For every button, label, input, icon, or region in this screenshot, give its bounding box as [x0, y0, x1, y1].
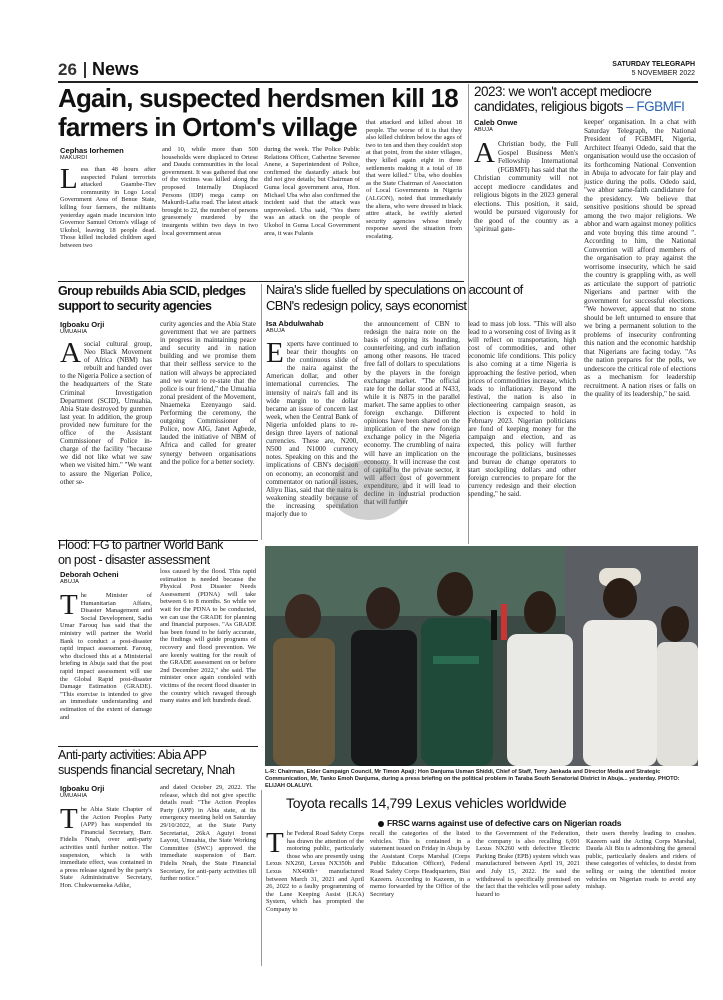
lexus-col-3: to the Government of the Federation, the company is also recalling 6,091 Lexus NX260 with defective Electric Parking Brake (EPB) system which was manufactured between April 19, 2021 and July 15, 2022. He said the withdrawal is specifically premised on the fact that the vehicles will pose safety hazard to [476, 830, 580, 898]
naira-col-1: Experts have continued to bear their thoughts on the continuous slide of the naira against the American dollar, and other international currencies. The intensity of naira's fall and its wide margin to the dollar became an issue of concern last week, when the Central Bank of Nigeria unfolded plans to re-design three layers of national currencies. These are, N200, N500 and N1000 currency notes. Speaking on this and the implications of CBN's decision on economy, an economist and commentator on national issues, Aliyu Ilias, said that the naira is weakening steadily because of the increasing speculation majorly due to [266, 340, 358, 518]
flood-col-2: loss caused by the flood. This rapid estimation is needed because the Physical Post Disaster Needs Assessment (PDNA) will take between 6 to 8 months. So while we wait for the PDNA to be conducted, we can use the GRADE for planning and financial purposes. "As GRADE has been found to be fairly accurate, the findings will guide programs of recovery and flood prevention. We are keenly waiting for the result of the GRADE assessment on or before 2nd December 2022," she said. The minister once again condoled with victims of the recent flood disaster in the country which ravaged through many states and left hundreds dead. [160, 568, 256, 705]
author-location: UMUAHIA [60, 793, 88, 799]
headline-abia-scid: Group rebuilds Abia SCID, pledges support to security agencies [58, 284, 246, 313]
byline-abia-scid [60, 320, 104, 336]
news-photo [265, 546, 698, 766]
ortom-col-3: during the week. The Police Public Relations Officer, Catherine Sevenee Anene, a Superintendent of Police, confirmed the dastardly attack but did not give details; but Chairman of Guma local government area, Hon. Michael Uba who also confirmed the incident said that the attack was unprovoked. Uba said, "Yes there was an attack on the people of Ukohol in Guma Local Government area, it was Fulanis [264, 146, 360, 237]
dropcap: T [60, 592, 78, 621]
lexus-col-1: The Federal Road Safety Corps has drawn the attention of the motoring public, particularly those who are presently using Lexus NX260, Lexus NX350h and Lexus NX400h+ manufactured between March 31, 2021 and April 26, 2022 to a faulty programming of the Lane Keeping Assist (LKA) System, which has prompted the Company to [266, 830, 364, 913]
author-location: ABUJA [474, 127, 494, 133]
header-divider [84, 62, 86, 78]
lexus-col-2: recall the categories of the listed vehicles. This is contained in a statement issued on Friday in Abuja by the Assistant Corps Marshal (Corps Public Education Officer), Federal Road Safety Corps Headquarters, Bisi Kazeem. According to Kazeem, in a memo forwarded by the Office of the Secretary [370, 830, 470, 898]
abia-scid-col-1: Asocial cultural group, Neo Black Movement of Africa (NBM) has rebuilt and handed over to the Nigeria Police a section of the headquarters of the State Criminal Investigation Department (SCID), Umuahia, Abia State destroyed by gunmen last year. In addition, the group provided new furniture for the office of the Assistant Commissioner of Police in-charge of the facility "because we did not like what we saw when we visited him." "We want to assure the Nigerian Police, other se- [60, 340, 152, 486]
naira-col-3: lead to mass job loss. "This will also lead to a worsening cost of living as it will reflect on transportation, high cost of commodities, and other economic life conditions. This policy is also coming at a time Nigeria is approaching the festive period, when prices of commodities increase, which leads to inflationary. Beyond the festival, the nation is also in electioneering campaign season, as election is expected to hold in February 2023. Nigerian politicians are fond of keeping money for the campaign and election, and as expected, this policy will further encourage the politicians, businesses and bureau de change operators to start stockpiling dollars and other foreign currencies to prepare for the currency redesign and their election spending," he said. [468, 320, 576, 498]
watermark-logo [330, 460, 408, 520]
photo-caption: L-R: Chairman, Elder Campaign Council, Mr Timon Apaji; Hon Danjuma Usman Shiddi, Chief of Staff, Terry Jankada and Director Media and Strategic Communication, Mr, Tanko Emoh Danjuma, during a press briefing on the political problem in Taraba South Senatorial District in Abuja... yesterday. PHOTO: ELIJAH OLALUYI. [265, 769, 680, 790]
paper-name: SATURDAY TELEGRAPH [612, 61, 695, 68]
author-name: Igboaku Orji [60, 320, 105, 329]
app-suspend-col-1: The Abia State Chapter of the Action Peoples Party (APP) has suspended its Financial Secretary, Barr. Fidelis Nnah, over anti-party activities until further notice. The suspension, which is with immediate effect, was contained in a press release signed by the party's State Administrative Secretary, Hon. Chukwuemeka Adike, [60, 806, 152, 889]
dropcap: E [266, 340, 284, 369]
author-name: Isa Abdulwahab [266, 319, 324, 328]
dropcap: A [60, 340, 81, 369]
headline-flood: Flood: FG to partner World Bank on post - disaster assessment [58, 538, 223, 567]
headline-naira: Naira's slide fuelled by speculations on account of CBN's redesign policy, says economist [266, 282, 523, 313]
flood-col-1: The Minister of Humanitarian Affairs, Disaster Management and Social Development, Sadia Umar Farouq has said that the ministry will partner the World Bank to conduct a post-disaster rapid impact assessment. Farouq, who disclosed this at a Ministerial briefing in Abuja said that the post rapid impact assessment will use the Global Rapid post-disaster Damage Estimation (GRADE). "This exercise is intended to give an immediate understanding and estimation of the extent of damage and [60, 592, 152, 721]
ortom-col-4: that attacked and killed about 18 people. The worse of it is that they also killed children below the ages of two to ten and then they couldn't stop at that point, from the sister villages, they killed again eight in three settlements making it a total of 18 that were killed." Uba, who doubles as the State Chairman of Association of Local Governments in Nigeria (ALGON), noted that immediately the aliens, who were dressed in black attire attack, he swiftly alerted security agencies whose timely response saved the situation from escalating. [366, 119, 462, 240]
author-location: MAKURDI [60, 155, 88, 161]
byline-app-suspend [60, 784, 104, 800]
subhead-lexus: FRSC warns against use of defective cars on Nigerian roads [378, 818, 698, 828]
ortom-col-1: Less than 48 hours after suspected Fulani terrorists attacked Guambe-Tiev community in Logo Local Government Area of Benue State, killing four farmers, the militants yesterday again made incursion into Governor Samuel Ortom's village of Ukohol, leaving 18 people dead. Those killed included children aged between two [60, 166, 156, 249]
author-name: Deborah Ocheni [60, 570, 119, 579]
byline-flood [60, 570, 119, 586]
author-location: ABUJA [60, 579, 80, 585]
column-divider [261, 790, 262, 966]
naira-col-2: the announcement of CBN to redesign the naira note on the basis of stopping its hoarding, counterfeiting, and curb inflation among other reasons. He traced free fall of dollars to speculations by the players in the foreign exchange market. "The official rate for the dollar stood at N433, while it is N875 in the parallel market. The same applies to other foreign exchange. Different opinions have been shared on the implication of the new foreign exchange policy in the Nigeria economy. The crumbling of naira will have an implication on the economy. It will increase the cost of capital to the private sector, it will affect cost of government expenditure, and it will lead to decline in industrial production that will further [364, 320, 460, 507]
photo-illustration [265, 546, 698, 766]
headline-app-suspend: Anti-party activities: Abia APP suspends financial secretary, Nnah [58, 748, 235, 777]
fgbmfi-col-2: keeper' organisation. In a chat with Saturday Telegraph, the National President of FGBMFI, Nigeria, Architect Ifeanyi Odedo, said that the organisation would use the occasion of its forthcoming National Convention in Abuja to advocate for fair play and justice during the polls. Odedo said, "we abhor same-faith candidature for the presidency. We believe that sensitive positions should be spread among the two major religions. We abhor and warn against money politics and vote buying this time around ". According to him, the National Convention will afford members of the organisation to pray against the worrisome insecurity, which he said the country is grappling with, as well as articulate the support of patriotic Nigerians and partner with the government for successful elections. "We however, appeal that no stone should be left unturned to ensure that we bring a permanent solution to the problems of insecurity confronting this nation and the economic hardship that Nigerians are facing today. "As the nation prepares for the polls, we underscore the critical role of elections as a mechanism for leadership recruitment. A nation rises or falls on the quality of its leadership," he said. [584, 118, 696, 398]
column-divider [261, 284, 262, 540]
headline-lexus: Toyota recalls 14,799 Lexus vehicles worldwide [286, 795, 567, 811]
dropcap: T [266, 830, 284, 859]
abia-scid-col-2: curity agencies and the Abia State government that we are partners in progress in maintaining peace and security and in nation building and we promise them that their selfless service to the nation will always be appreciated and we want to re-state that the police is our friend," the Umuahia zonal president of the Movement, Nnaemeka Ezenyaugo said. Performing the ceremony, the outgoing Commissioner of Police, now AIG, Janet Agbede, lauded the initiative of NBM of Africa and called for greater synergy between organisations and the police for a better society. [160, 320, 256, 466]
author-name: Igboaku Orji [60, 784, 105, 793]
issue-date: 5 NOVEMBER 2022 [631, 70, 695, 77]
dropcap: L [60, 166, 78, 195]
author-name: Cephas Iorhemen [60, 146, 124, 155]
byline-naira [266, 319, 324, 335]
section-title: News [92, 59, 140, 79]
section-rule [58, 746, 258, 747]
ortom-col-2: and 10, while more than 500 households were displaced to Ortese and Daudu communities in the local government. It was gathered that one of the victims was killed along the proposed Internally Displaced Persons (IDP) mega camp on Makurdi-Lafia road. The latest attack brought to 22, the number of persons gruesomely murdered by the insurgents within two days in two local government areas [162, 146, 258, 237]
author-name: Caleb Onwe [474, 118, 518, 127]
headline-ortom: Again, suspected herdsmen kill 18 farmers in Ortom's village [58, 83, 458, 142]
page-number: 26 [58, 60, 77, 79]
headline-fgbmfi: 2023: we won't accept mediocre candidates, religious bigots – FGBMFI [474, 84, 685, 114]
dropcap: T [60, 806, 78, 835]
byline-ortom [60, 146, 124, 162]
byline-fgbmfi [474, 118, 517, 134]
author-location: ABUJA [266, 328, 286, 334]
bullet-icon [378, 821, 384, 827]
lexus-col-4: their users thereby leading to crashes. Kazeem said the Acting Corps Marshal, Dauda Ali Biu is admonishing the general public, particularly dealers and riders of these categories of vehicles, to desist from selling or using the identified motor vehicles on Nigerian roads to avoid any mishap. [586, 830, 696, 891]
dropcap: A [474, 140, 495, 169]
fgbmfi-col-1: A Christian body, the Full Gospel Business Men's Fellowship International (FGBMFI) has said that the Christian community will not accept mediocre candidates and religious bigots in the 2023 general elections. This position, it said, would be pursued vigorously for the good of the country as a 'spiritual gate- [474, 140, 578, 233]
app-suspend-col-2: and dated October 29, 2022. The release, which did not give specific details read: "The Action Peoples Party (APP) in Abia state, at its emergency meeting held on Saturday 29/10/2022, at the State Party Secretariat, 26kA Aguiyi Ironsi Layout, Umuahia, the State Working Committee (SWC) approved the immediate suspension of Barr. Fidelis Nnah, the State Financial Secretary, for anti-party activities till further notice." [160, 784, 256, 883]
author-location: UMUAHIA [60, 329, 88, 335]
